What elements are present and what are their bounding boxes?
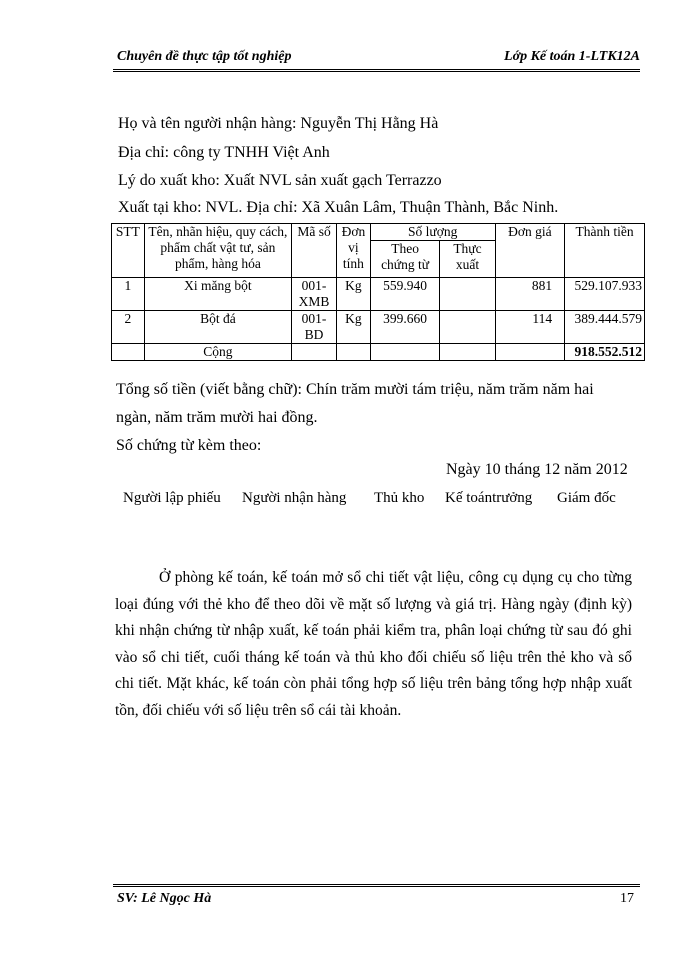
row-item-name: Xi măng bột: [144, 278, 291, 311]
signature-storekeeper: Thủ kho: [374, 490, 425, 506]
row-code: 001-XMB: [292, 278, 337, 311]
header-class-name: Lớp Kế toán 1-LTK12A: [504, 49, 640, 64]
total-in-words-line-2: ngàn, năm trăm mười hai đồng.: [116, 409, 318, 426]
header-qty-actual: Thực xuất: [440, 241, 495, 278]
row-unit-price: 114: [495, 311, 565, 344]
table-row: [112, 278, 645, 311]
page-number: 17: [620, 891, 634, 906]
table-total-row: [112, 344, 645, 361]
table-header-row: [112, 224, 645, 241]
header-divider: [113, 69, 640, 72]
total-label: Cộng: [144, 344, 291, 361]
row-unit-price: 881: [495, 278, 565, 311]
address-line: Địa chỉ: công ty TNHH Việt Anh: [118, 144, 330, 161]
footer-student-name: SV: Lê Ngọc Hà: [117, 891, 212, 906]
table-row: [112, 311, 645, 344]
total-amount: 918.552.512: [565, 344, 645, 361]
row-stt: 2: [112, 311, 145, 344]
header-unit-price: Đơn giá: [495, 224, 565, 278]
header-quantity: Số lượng: [370, 224, 495, 241]
header-item-name: Tên, nhãn hiệu, quy cách, phẩm chất vật tư, sản phẩm, hàng hóa: [144, 224, 291, 278]
page-header: [113, 49, 640, 69]
document-date: Ngày 10 tháng 12 năm 2012: [446, 461, 628, 478]
row-qty-actual: [440, 311, 495, 344]
receiver-line: Họ và tên người nhận hàng: Nguyễn Thị Hằng Hà: [118, 115, 439, 132]
total-empty-cell: [440, 344, 495, 361]
attached-documents: Số chứng từ kèm theo:: [116, 437, 262, 454]
row-stt: 1: [112, 278, 145, 311]
header-code: Mã số: [292, 224, 337, 278]
row-amount: 529.107.933: [565, 278, 645, 311]
row-qty-actual: [440, 278, 495, 311]
signature-chief-accountant: Kế toántrưởng: [445, 490, 533, 506]
row-amount: 389.444.579: [565, 311, 645, 344]
row-code: 001-BD: [292, 311, 337, 344]
header-report-title: Chuyên đề thực tập tốt nghiệp: [117, 49, 292, 64]
row-qty-by-document: 399.660: [370, 311, 440, 344]
issue-slip-table: [111, 223, 645, 361]
total-in-words-line-1: Tổng số tiền (viết bằng chữ): Chín trăm mười tám triệu, năm trăm năm hai: [116, 381, 594, 398]
total-empty-cell: [495, 344, 565, 361]
total-empty-cell: [292, 344, 337, 361]
total-empty-cell: [112, 344, 145, 361]
header-qty-by-document: Theo chứng từ: [370, 241, 440, 278]
reason-line: Lý do xuất kho: Xuất NVL sản xuất gạch Terrazzo: [118, 172, 442, 189]
page-footer: [113, 891, 640, 911]
body-paragraph-text: Ở phòng kế toán, kế toán mở sổ chi tiết vật liệu, công cụ dụng cụ cho từng loại đúng với thẻ kho để theo dõi về mặt số lượng và giá trị. Hàng ngày (định kỳ) khi nhận chứng từ nhập xuất, kế toán phải kiểm tra, phân loại chứng từ sau đó ghi vào sổ chi tiết, cuối tháng kế toán và thủ kho đối chiếu số liệu trên thẻ kho và sổ chi tiết. Mặt khác, kế toán còn phải tổng hợp số liệu trên bảng tổng hợp nhập xuất tồn, đối chiếu với số liệu trên sổ cái tài khoản.: [115, 569, 632, 719]
signature-director: Giám đốc: [557, 490, 616, 506]
row-qty-by-document: 559.940: [370, 278, 440, 311]
row-unit: Kg: [337, 311, 371, 344]
row-unit: Kg: [337, 278, 371, 311]
signature-receiver: Người nhận hàng: [242, 490, 347, 506]
total-empty-cell: [337, 344, 371, 361]
footer-divider: [113, 884, 640, 887]
row-item-name: Bột đá: [144, 311, 291, 344]
total-empty-cell: [370, 344, 440, 361]
warehouse-line: Xuất tại kho: NVL. Địa chỉ: Xã Xuân Lâm, Thuận Thành, Bắc Ninh.: [118, 199, 559, 216]
signature-preparer: Người lập phiếu: [123, 490, 221, 506]
body-paragraph: [115, 565, 632, 724]
header-stt: STT: [112, 224, 145, 278]
header-amount: Thành tiền: [565, 224, 645, 278]
header-unit: Đơn vị tính: [337, 224, 371, 278]
